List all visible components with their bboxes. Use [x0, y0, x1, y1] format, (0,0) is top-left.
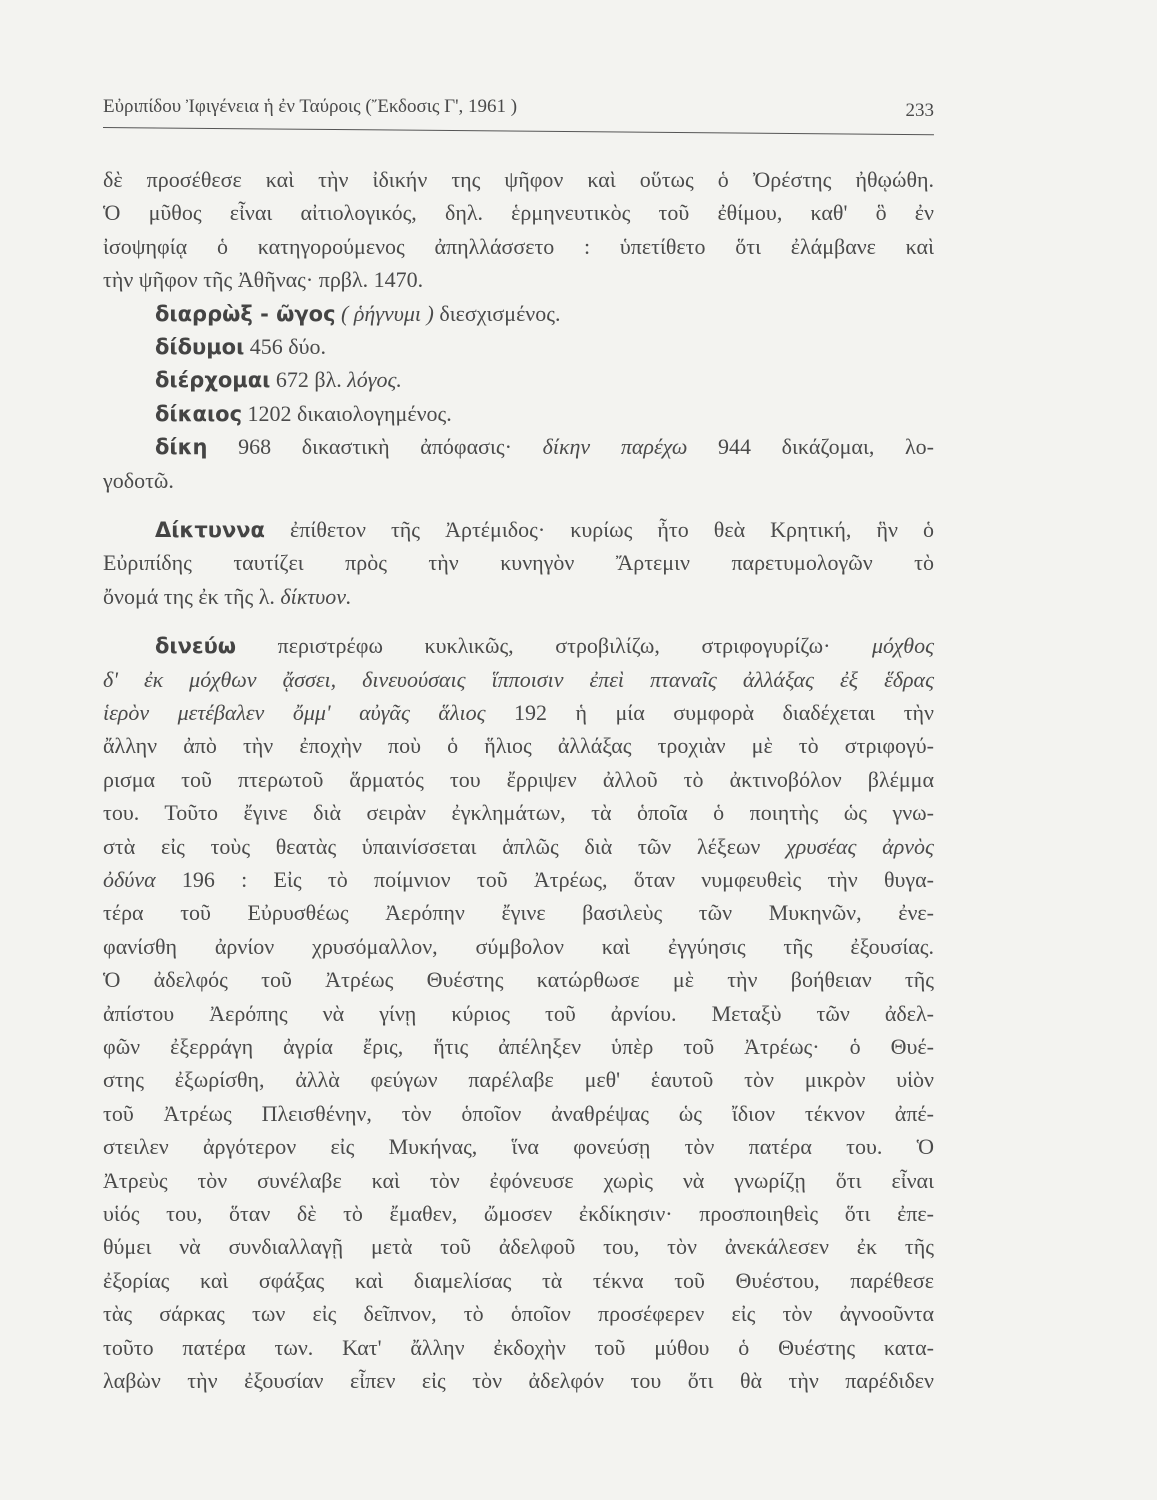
headword: δίκαιος	[155, 401, 243, 426]
text-line	[103, 467, 934, 495]
italic-text: λόγος.	[347, 367, 402, 393]
text-segment: τὰς σάρκας των εἰς δεῖπνον, τὸ ὁποῖον προσέφερεν εἰς τὸν ἀγνοοῦντα	[103, 1301, 934, 1327]
headword: δίκη	[155, 435, 208, 460]
running-header	[103, 96, 934, 124]
text-line	[103, 1000, 934, 1028]
text-segment: γοδοτῶ.	[103, 467, 174, 493]
header-rule	[103, 127, 934, 135]
text-line	[103, 766, 934, 794]
text-line	[103, 1300, 934, 1328]
text-segment: διεσχισμένος.	[439, 300, 561, 326]
text-line	[103, 732, 934, 760]
italic-text: μόχθος	[871, 633, 934, 659]
text-segment: Ὁ ἀδελφός τοῦ Ἀτρέως Θυέστης κατώρθωσε μὲ τὴν βοήθειαν τῆς	[103, 967, 934, 993]
text-segment: ἐπίθετον τῆς Ἀρτέμιδος· κυρίως ἦτο θεὰ Κρητική, ἣν ὁ	[264, 517, 934, 542]
text-segment: τοῦ Ἀτρέως Πλεισθένην, τὸν ὁποῖον ἀναθρέψας ὡς ἴδιον τέκνον ἀπέ-	[103, 1100, 934, 1126]
text-segment: ἰσοψηφίᾳ ὁ κατηγορούμενος ἀπηλλάσσετο : ὑπετίθετο ὅτι ἐλάμβανε καὶ	[103, 233, 934, 259]
text-segment: του. Τοῦτο ἔγινε διὰ σειρὰν ἐγκλημάτων, τὰ ὁποῖα ὁ ποιητὴς ὡς γνω-	[103, 800, 934, 826]
text-segment: Ὁ μῦθος εἶναι αἰτιολογικός, δηλ. ἑρμηνευτικὸς τοῦ ἐθίμου, καθ' ὃ ἐν	[103, 200, 934, 226]
text-segment: τοῦτο πατέρα των. Κατ' ἄλλην ἐκδοχὴν τοῦ μύθου ὁ Θυέστης κατα-	[103, 1334, 934, 1360]
text-segment: φανίσθη ἀρνίον χρυσόμαλλον, σύμβολον καὶ ἐγγύησις τῆς ἐξουσίας.	[103, 933, 934, 959]
text-line	[103, 899, 934, 927]
italic-text: ( ῥήγνυμι )	[335, 300, 440, 326]
italic-text: ὀδύνα	[103, 867, 156, 892]
text-line	[103, 1100, 934, 1128]
text-segment: 944 δικάζομαι, λο-	[687, 434, 935, 460]
text-line	[103, 1066, 934, 1094]
text-line	[103, 1334, 934, 1362]
italic-text: χρυσέας ἀρνὸς	[786, 833, 934, 859]
text-line	[103, 549, 934, 577]
headword: διέρχομαι	[155, 368, 271, 393]
text-segment: 968 δικαστικὴ ἀπόφασις·	[207, 434, 543, 460]
text-segment: Εὐριπίδης ταυτίζει πρὸς τὴν κυνηγὸν Ἄρτεμιν παρετυμολογῶν τὸ	[103, 550, 934, 576]
text-line	[103, 966, 934, 994]
italic-text: ἱερὸν μετέβαλεν ὄμμ' αὐγᾶς ἅλιος	[103, 700, 486, 725]
text-line	[103, 1033, 934, 1061]
text-line	[103, 933, 934, 961]
running-title: Εὐριπίδου Ἰφιγένεια ἡ ἐν Ταύροις (Ἔκδοσις Γ', 1961 )	[103, 96, 518, 117]
text-line	[103, 1267, 934, 1295]
text-line	[103, 266, 934, 294]
text-segment: 196 : Εἰς τὸ ποίμνιον τοῦ Ἀτρέως, ὅταν νυμφευθεὶς τὴν θυγα-	[155, 867, 934, 892]
text-segment: περιστρέφω κυκλικῶς, στροβιλίζω, στριφογυρίζω·	[236, 633, 872, 659]
text-line	[103, 1367, 934, 1395]
headword: Δίκτυννα	[155, 518, 265, 542]
italic-text: δίκην παρέχω	[542, 434, 688, 460]
text-line	[155, 632, 934, 660]
text-line	[103, 799, 934, 827]
text-line	[103, 866, 934, 894]
text-line	[155, 516, 934, 544]
text-segment: στης ἐξωρίσθη, ἀλλὰ φεύγων παρέλαβε μεθ' ἑαυτοῦ τὸν μικρὸν υἱὸν	[103, 1067, 934, 1093]
text-segment: θύμει νὰ συνδιαλλαγῇ μετὰ τοῦ ἀδελφοῦ του, τὸν ἀνεκάλεσεν ἐκ τῆς	[103, 1234, 934, 1260]
text-segment: στειλεν ἀργότερον εἰς Μυκήνας, ἵνα φονεύσῃ τὸν πατέρα του. Ὁ	[103, 1134, 934, 1160]
text-segment: λαβὼν τὴν ἐξουσίαν εἶπεν εἰς τὸν ἀδελφόν του ὅτι θὰ τὴν παρέδιδεν	[103, 1368, 934, 1393]
text-segment: ἀπίστου Ἀερόπης νὰ γίνῃ κύριος τοῦ ἀρνίου. Μεταξὺ τῶν ἀδελ-	[103, 1000, 934, 1026]
text-segment: ἐξορίας καὶ σφάξας καὶ διαμελίσας τὰ τέκνα τοῦ Θυέστου, παρέθεσε	[103, 1267, 934, 1293]
headword: δινεύω	[155, 634, 237, 659]
text-line	[103, 199, 934, 227]
text-line	[103, 1167, 934, 1195]
text-line	[103, 666, 934, 694]
text-segment: 456 δύο.	[244, 334, 327, 359]
text-line	[155, 333, 934, 361]
text-line	[103, 1233, 934, 1261]
text-segment: δὲ προσέθεσε καὶ τὴν ἰδικήν της ψῆφον καὶ οὕτως ὁ Ὀρέστης ἠθῳώθη.	[103, 167, 934, 192]
page-number: 233	[905, 100, 934, 121]
text-segment: ρισμα τοῦ πτερωτοῦ ἅρματός του ἔρριψεν ἀλλοῦ τὸ ἀκτινοβόλον βλέμμα	[103, 766, 934, 792]
text-line	[103, 699, 934, 727]
headword: διαρρὼξ - ῶγος	[155, 301, 336, 326]
text-segment: φῶν ἐξερράγη ἀγρία ἔρις, ἥτις ἀπέληξεν ὑπὲρ τοῦ Ἀτρέως· ὁ Θυέ-	[103, 1034, 934, 1059]
text-line	[103, 233, 934, 261]
text-segment: τὴν ψῆφον τῆς Ἀθῆνας· πρβλ. 1470.	[103, 267, 424, 293]
text-segment: στὰ εἰς τοὺς θεατὰς ὑπαινίσσεται ἁπλῶς διὰ τῶν λέξεων	[103, 833, 787, 859]
text-segment: τέρα τοῦ Εὐρυσθέως Ἀερόπην ἔγινε βασιλεὺς τῶν Μυκηνῶν, ἐνε-	[103, 900, 934, 926]
text-segment: ἄλλην ἀπὸ τὴν ἐποχὴν ποὺ ὁ ἥλιος ἀλλάξας τροχιὰν μὲ τὸ στριφογύ-	[103, 733, 934, 759]
italic-text: δίκτυον.	[280, 583, 352, 609]
headword: δίδυμοι	[155, 335, 245, 359]
text-segment: υἱός του, ὅταν δὲ τὸ ἔμαθεν, ὤμοσεν ἐκδίκησιν· προσποιηθεὶς ὅτι ἐπε-	[103, 1201, 934, 1226]
text-line	[103, 1200, 934, 1228]
text-segment: 672 βλ.	[270, 367, 348, 393]
text-segment: 192 ἡ μία συμφορὰ διαδέχεται τὴν	[485, 700, 934, 725]
italic-text: δ' ἐκ μόχθων ᾄσσει, δινευούσαις ἵπποισιν ἐπεὶ πταναῖς ἀλλάξας ἐξ ἕδρας	[103, 666, 934, 692]
text-line	[155, 400, 934, 428]
text-line	[155, 366, 934, 394]
text-segment: 1202 δικαιολογημένος.	[242, 400, 452, 426]
text-line	[103, 833, 934, 861]
text-segment: Ἀτρεὺς τὸν συνέλαβε καὶ τὸν ἐφόνευσε χωρὶς νὰ γνωρίζῃ ὅτι εἶναι	[103, 1167, 934, 1193]
text-segment: ὄνομά της ἐκ τῆς λ.	[103, 583, 281, 609]
text-line	[155, 300, 934, 328]
text-line	[155, 433, 934, 461]
text-line	[103, 583, 934, 611]
text-line	[103, 166, 934, 194]
text-line	[103, 1133, 934, 1161]
